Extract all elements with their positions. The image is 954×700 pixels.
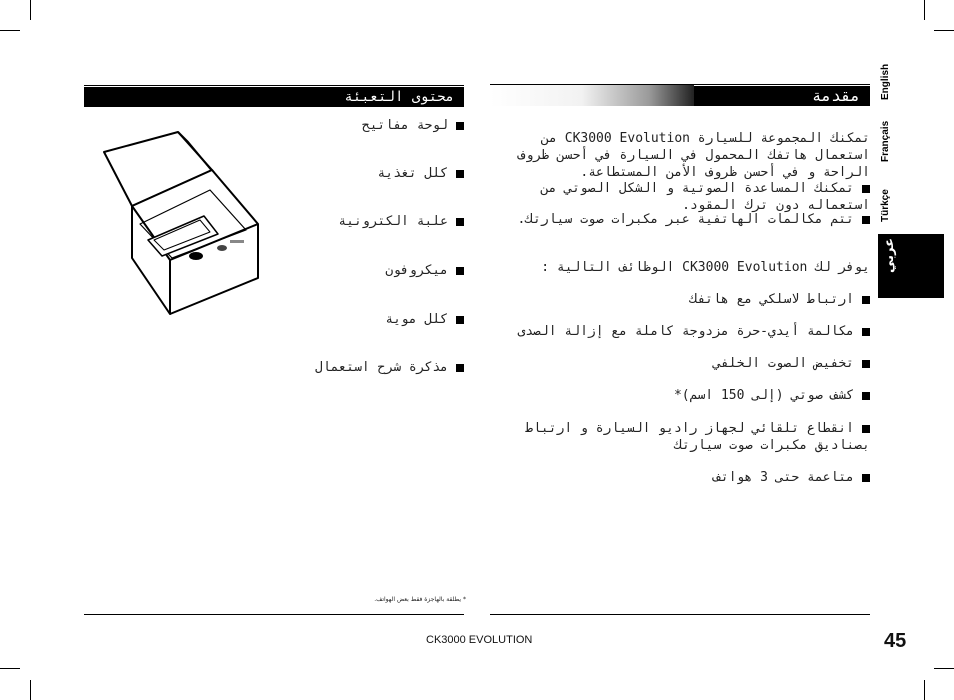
crop-mark <box>30 680 31 700</box>
document-title: CK3000 EVOLUTION <box>426 634 533 646</box>
package-item: علبة الكترونية <box>338 214 464 229</box>
intro-bullet: تمكنك المساعدة الصوتية و الشكل الصوتي من استعماله دون ترك المقود. <box>540 181 870 213</box>
crop-mark <box>0 668 20 669</box>
feature-item: مكالمة أيدي-حرة مزدوجة كاملة مع إزالة الصدى <box>517 324 870 339</box>
product-box-illustration <box>100 128 268 316</box>
package-item: لوحة مفاتيح <box>362 118 464 133</box>
crop-mark <box>924 680 925 700</box>
introduction-title: مقدمة <box>694 86 870 106</box>
intro-paragraph: تمكنك المجموعة للسيارة CK3000 Evolution من استعمال هاتفك المحمول في السيارة في أحسن ظروف الراحة و في أحسن ظروف الأمن المستطاعة. <box>517 131 870 180</box>
feature-item: متاع‏مة حتى 3 هواتف <box>713 470 870 485</box>
language-tab-english[interactable]: English <box>880 63 891 100</box>
bottom-rule-right <box>490 614 870 615</box>
header-rule-right <box>490 84 870 85</box>
bottom-rule-left <box>84 614 464 615</box>
intro-bullet: تتم مكالمات الهاتفية عبر مكبرات صوت سيارتك. <box>517 212 870 227</box>
language-tab-arabic[interactable] <box>878 234 944 298</box>
package-contents-title: محتوى التعبئة <box>84 87 464 107</box>
package-item: ميكروفون <box>385 263 464 278</box>
language-tab-turkish[interactable]: Türkçe <box>880 189 891 222</box>
active-language-label: عربي <box>882 238 897 274</box>
package-item: مذكرة شرح استعمال <box>315 360 464 375</box>
footnote: * يطلقة بالهاجزة فقط بعض الهواتف. <box>374 596 466 603</box>
header-gradient <box>490 84 694 106</box>
crop-mark <box>30 0 31 20</box>
feature-item: تخفيض الصوت الخلفي <box>713 356 870 371</box>
feature-item: كشف صوتي (إلى 150 اسم)* <box>674 388 870 403</box>
crop-mark <box>934 30 954 31</box>
language-tab-french[interactable]: Français <box>880 120 891 162</box>
package-item: كلل تغذية <box>378 166 464 181</box>
crop-mark <box>924 0 925 20</box>
page-number: 45 <box>884 630 907 652</box>
crop-mark <box>0 30 20 31</box>
package-item: كلل موية <box>385 312 464 327</box>
feature-item: انقطاع تلقائي لجهاز راديو السيارة و ارتباط بصناديق مكبرات صوت سيارتك <box>525 421 870 453</box>
crop-mark <box>934 668 954 669</box>
feature-item: ارتباط لاسلكي مع هاتفك <box>690 292 870 307</box>
header-rule-left <box>84 85 464 86</box>
features-intro: يوفر لك CK3000 Evolution الوظائف التالية : <box>541 260 870 275</box>
